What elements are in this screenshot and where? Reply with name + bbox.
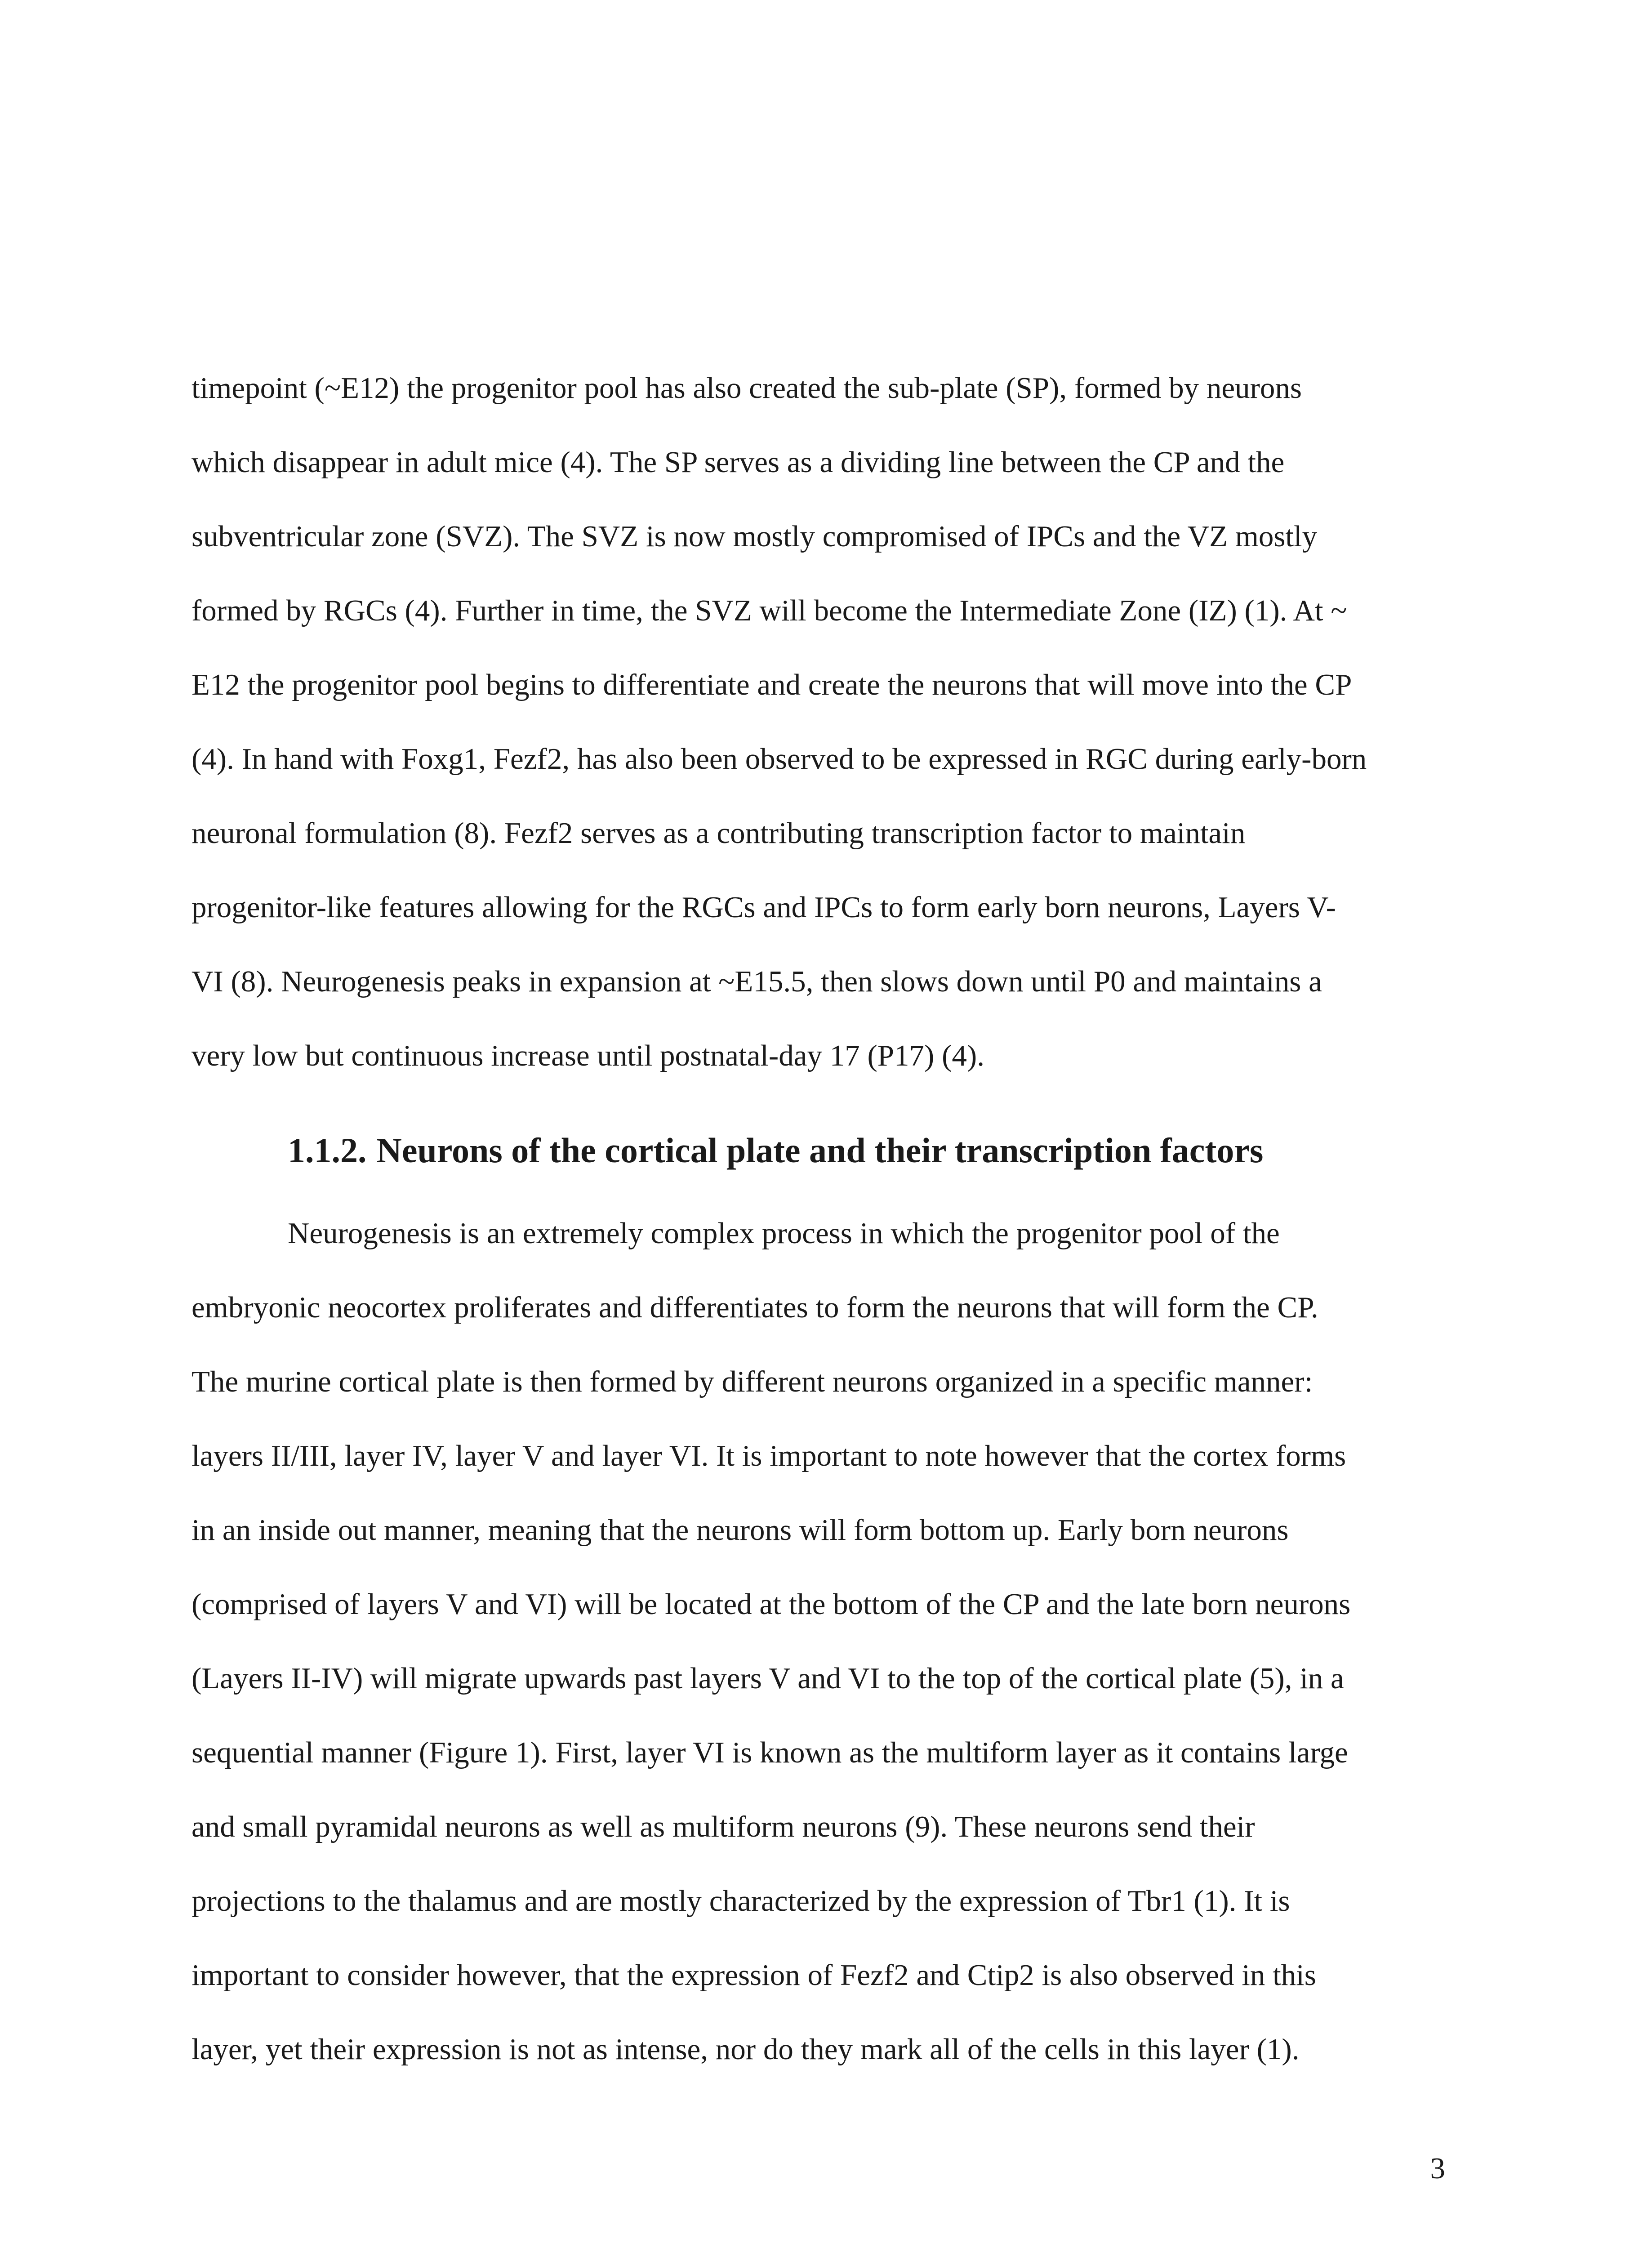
paragraph-line: very low but continuous increase until postnatal-day 17 (P17) (4). (191, 1039, 984, 1072)
paragraph-line: E12 the progenitor pool begins to differentiate and create the neurons that will move into the CP (191, 668, 1352, 701)
section-heading (288, 1133, 1263, 1168)
paragraph-line: timepoint (~E12) the progenitor pool has also created the sub-plate (SP), formed by neurons (191, 371, 1302, 405)
paragraph-line: embryonic neocortex proliferates and differentiates to form the neurons that will form the CP. (191, 1291, 1318, 1324)
paragraph-line: progenitor-like features allowing for the RGCs and IPCs to form early born neurons, Layers V- (191, 891, 1336, 924)
paragraph-line: layer, yet their expression is not as intense, nor do they mark all of the cells in this layer (1). (191, 2033, 1300, 2066)
paragraph-line: Neurogenesis is an extremely complex process in which the progenitor pool of the (288, 1217, 1280, 1250)
paragraph-line: The murine cortical plate is then formed by different neurons organized in a specific manner: (191, 1365, 1313, 1398)
paragraph-line: in an inside out manner, meaning that the neurons will form bottom up. Early born neurons (191, 1513, 1289, 1547)
section-number: 1.1.2. (288, 1131, 367, 1170)
page-number: 3 (1430, 2152, 1445, 2185)
paragraph-line: projections to the thalamus and are mostly characterized by the expression of Tbr1 (1). It is (191, 1884, 1290, 1918)
paragraph-line: (Layers II-IV) will migrate upwards past layers V and VI to the top of the cortical plate (5), in a (191, 1662, 1344, 1695)
paragraph-line: (comprised of layers V and VI) will be located at the bottom of the CP and the late born neurons (191, 1588, 1351, 1621)
paragraph-line: VI (8). Neurogenesis peaks in expansion at ~E15.5, then slows down until P0 and maintains a (191, 965, 1322, 998)
paragraph-line: formed by RGCs (4). Further in time, the SVZ will become the Intermediate Zone (IZ) (1). At ~ (191, 594, 1347, 627)
paragraph-line: sequential manner (Figure 1). First, layer VI is known as the multiform layer as it contains large (191, 1736, 1348, 1769)
paragraph-line: layers II/III, layer IV, layer V and layer VI. It is important to note however that the cortex forms (191, 1439, 1346, 1472)
section-title: Neurons of the cortical plate and their transcription factors (376, 1131, 1264, 1170)
paragraph-line: and small pyramidal neurons as well as multiform neurons (9). These neurons send their (191, 1810, 1255, 1843)
paragraph-line: important to consider however, that the expression of Fezf2 and Ctip2 is also observed in this (191, 1958, 1316, 1992)
paragraph-line: which disappear in adult mice (4). The SP serves as a dividing line between the CP and the (191, 446, 1285, 479)
paragraph-line: subventricular zone (SVZ). The SVZ is now mostly compromised of IPCs and the VZ mostly (191, 520, 1318, 553)
paragraph-line: (4). In hand with Foxg1, Fezf2, has also been observed to be expressed in RGC during early-born (191, 742, 1367, 776)
paragraph-line: neuronal formulation (8). Fezf2 serves as a contributing transcription factor to maintain (191, 816, 1246, 850)
